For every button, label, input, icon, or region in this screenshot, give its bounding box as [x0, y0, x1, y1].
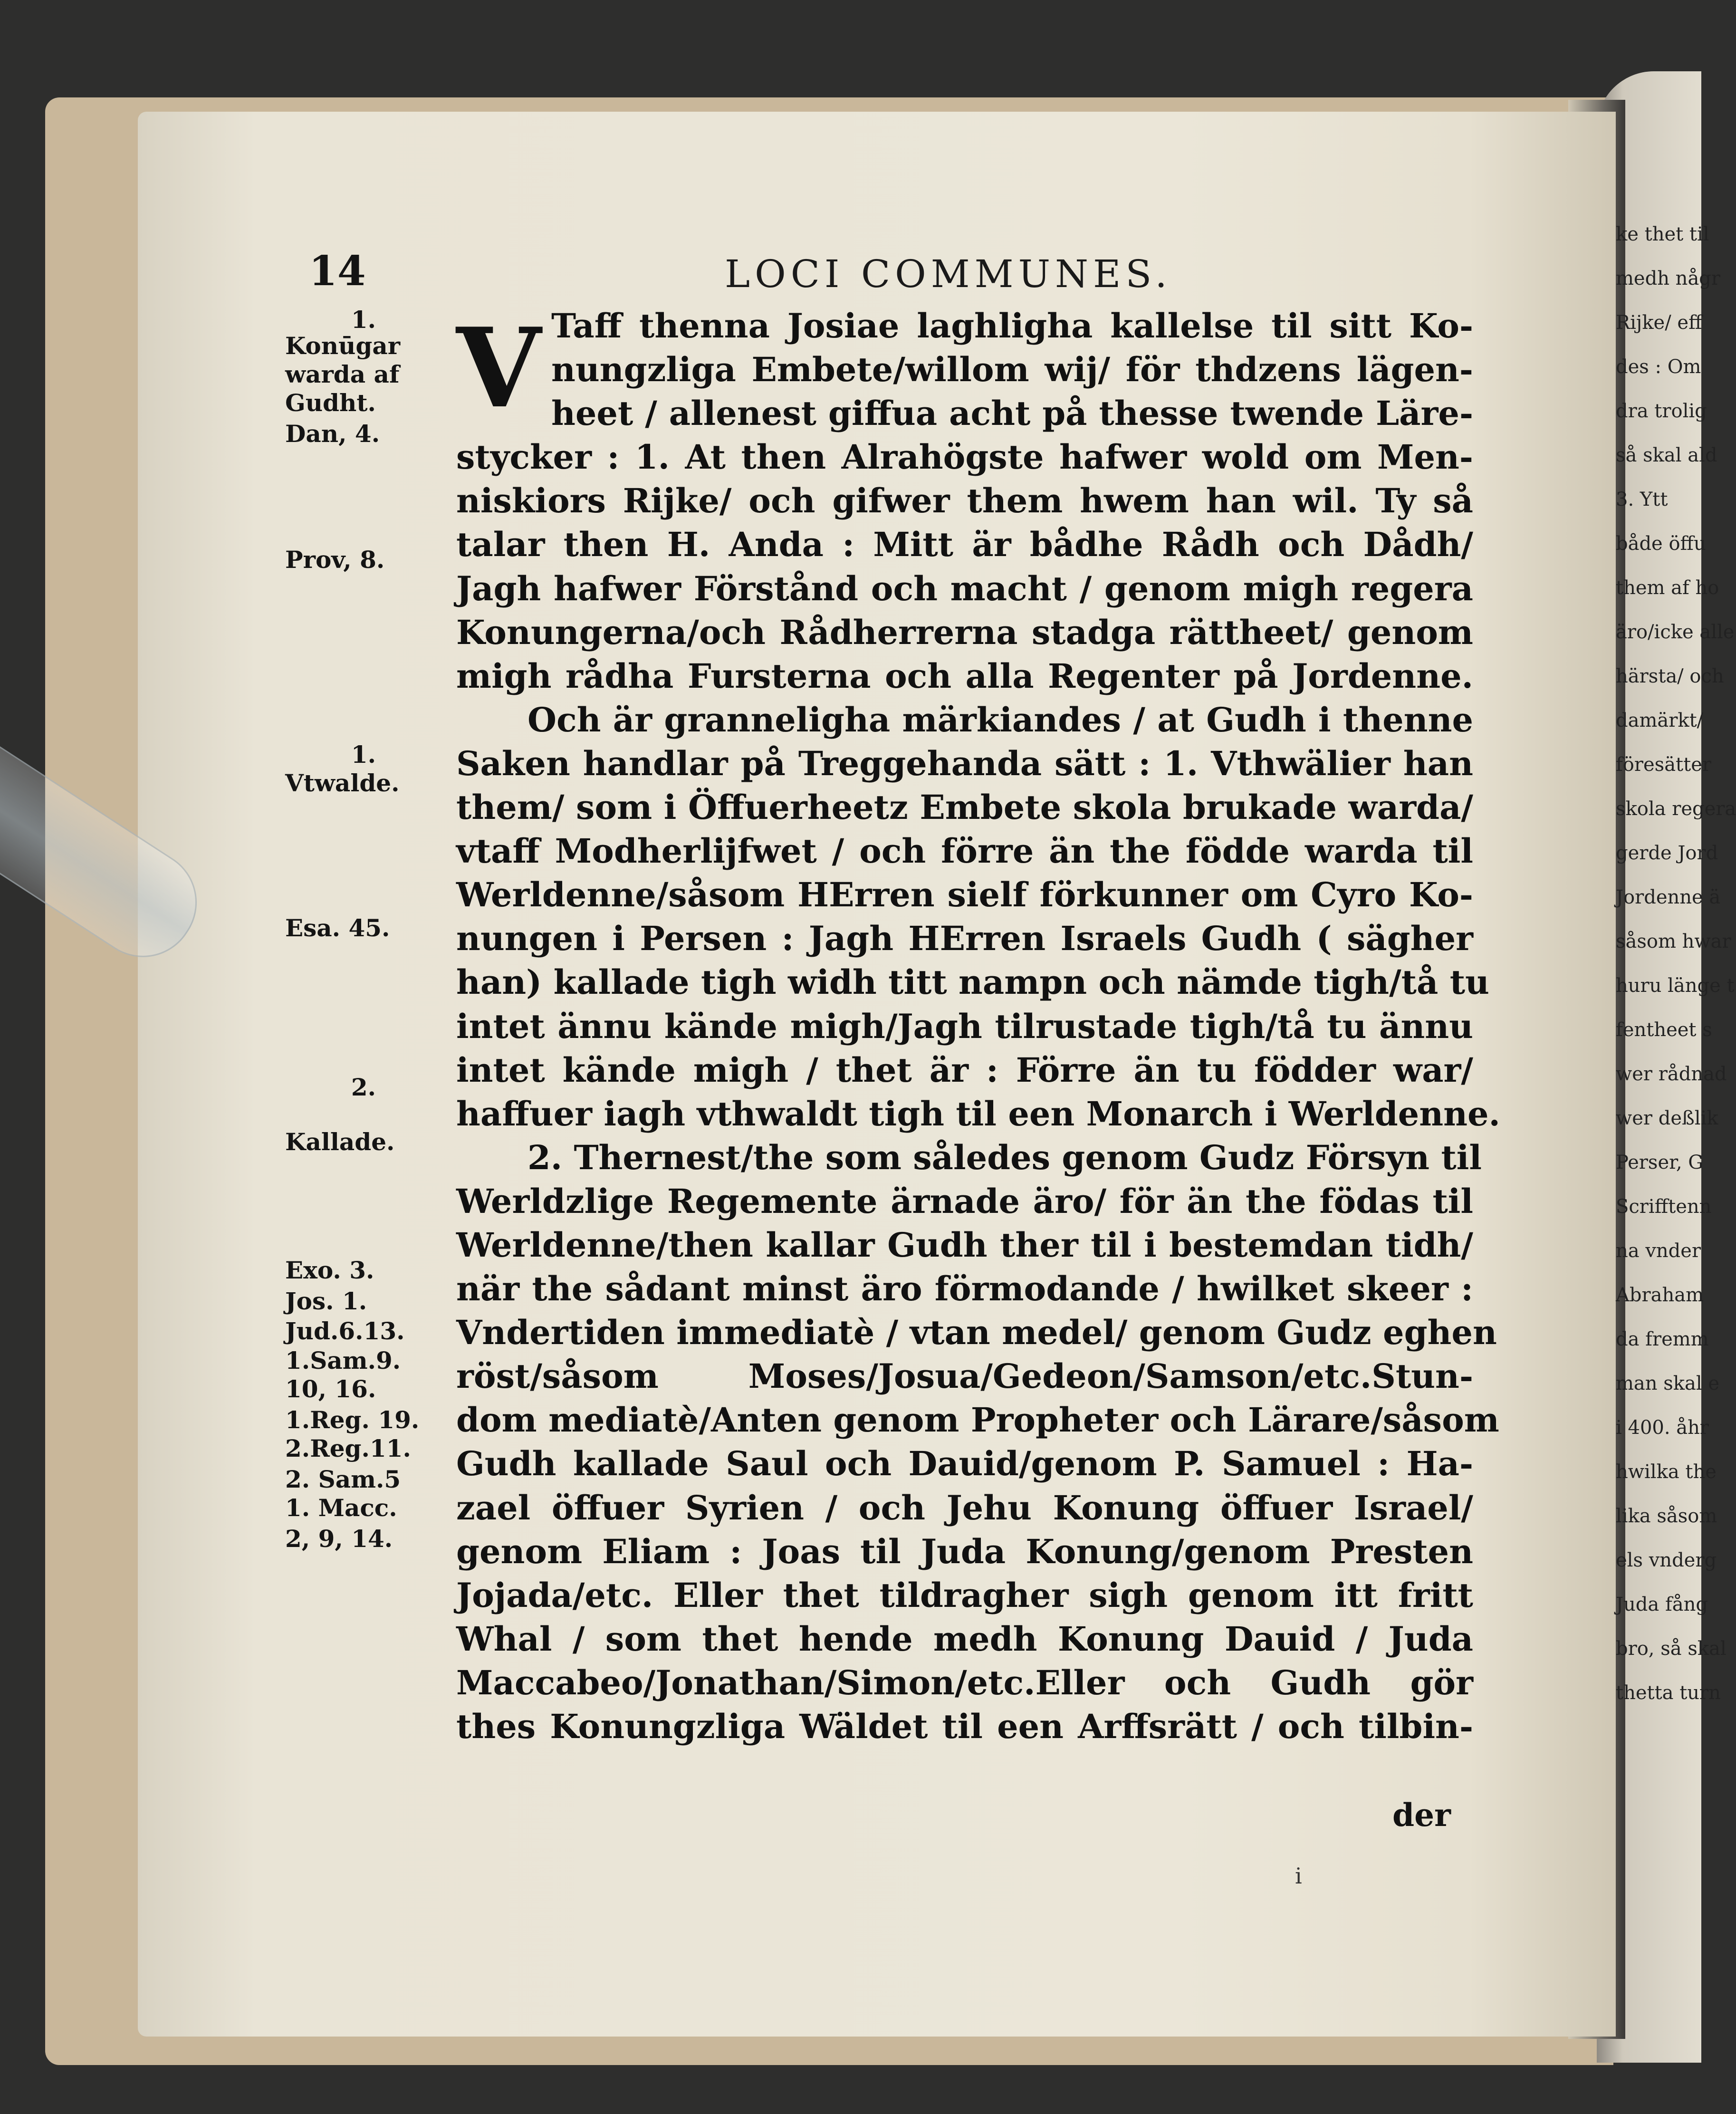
text-line: thes Konungzliga Wäldet til een Arffsrätt / och tilbin- — [456, 1707, 1473, 1746]
text-line: röst/såsom Moses/Josua/Gedeon/Samson/etc.Stun- — [456, 1356, 1473, 1396]
facing-page-line: Perser, G — [1616, 1152, 1704, 1173]
text-line: haffuer iagh vthwaldt tigh til een Monarch i Werldenne. — [456, 1094, 1500, 1134]
margin-note: Exo. 3. — [285, 1256, 374, 1284]
margin-note: Jos. 1. — [285, 1287, 367, 1315]
facing-page-line: ke thet til — [1616, 223, 1709, 245]
margin-note: Prov, 8. — [285, 546, 385, 574]
text-line: them/ som i Öffuerheetz Embete skola brukade warda/ — [456, 788, 1473, 827]
facing-page-line: thetta turn — [1616, 1682, 1721, 1704]
text-line: niskiors Rijke/ och gifwer them hwem han wil. Ty så — [456, 481, 1473, 521]
text-line: vtaff Modherlijfwet / och förre än the födde warda til — [456, 831, 1473, 871]
facing-page-line: fentheet s — [1616, 1019, 1712, 1041]
body-text — [456, 304, 1500, 1749]
facing-page-line: huru länge t — [1616, 975, 1735, 997]
text-line: Maccabeo/Jonathan/Simon/etc.Eller och Gudh gör — [456, 1662, 1473, 1702]
text-line: 2. Thernest/the som således genom Gudz Försyn til — [528, 1137, 1482, 1177]
text-line: Werldzlige Regemente ärnade äro/ för än the födas til — [456, 1181, 1473, 1221]
facing-page-line: na vnder — [1616, 1240, 1701, 1262]
margin-note: 1.Sam.9. — [285, 1346, 401, 1374]
page-number: 14 — [309, 247, 366, 295]
margin-note: 2. — [351, 1073, 376, 1101]
facing-page-line: skola regera — [1616, 798, 1736, 820]
text-line: Konungerna/och Rådherrerna stadga rättheet/ genom — [456, 612, 1473, 652]
facing-page-line: så skal ald — [1616, 444, 1717, 466]
facing-page-line: härsta/ och — [1616, 665, 1724, 687]
facing-page-line: des : Om — [1616, 356, 1701, 378]
text-line: nungen i Persen : Jagh HErren Israels Gudh ( sägher — [456, 919, 1473, 959]
text-line: Whal / som thet hende medh Konung Dauid / Juda — [456, 1619, 1473, 1659]
margin-note: 1.Reg. 19. — [285, 1406, 420, 1434]
facing-page-line: såsom hwar — [1616, 931, 1731, 952]
facing-page-line: Abraham — [1616, 1284, 1704, 1306]
facing-page-line: man skal e — [1616, 1373, 1720, 1394]
facing-page-line: medh någr — [1616, 268, 1721, 289]
margin-note: 2, 9, 14. — [285, 1525, 393, 1553]
facing-page-line: föresätter — [1616, 754, 1711, 776]
text-line: Vndertiden immediatè / vtan medel/ genom Gudz eghen — [456, 1313, 1497, 1353]
signature-mark: i — [1295, 1863, 1302, 1889]
facing-page-line: els vnderg — [1616, 1549, 1717, 1571]
facing-page-line: både öffu — [1616, 533, 1706, 555]
text-line: Saken handlar på Treggehanda sätt : 1. Vthwälier han — [456, 743, 1473, 783]
margin-note: Konūgar — [285, 332, 401, 360]
text-line: han) kallade tigh widh titt nampn och nämde tigh/tå tu — [456, 962, 1489, 1002]
text-line: intet kände migh / thet är : Förre än tu födder war/ — [456, 1050, 1473, 1090]
facing-page-line: Rijke/ eff — [1616, 312, 1702, 334]
facing-page-line: hwilka the — [1616, 1461, 1717, 1483]
facing-page-line: Juda fång — [1616, 1594, 1708, 1615]
text-line: zael öffuer Syrien / och Jehu Konung öffuer Israel/ — [456, 1488, 1473, 1528]
facing-page-line: lika såsom — [1616, 1505, 1717, 1527]
text-line: nungzliga Embete/willom wij/ för thdzens lägen- — [551, 350, 1473, 390]
text-line: stycker : 1. At then Alrahögste hafwer wold om Men- — [456, 437, 1473, 477]
facing-page-line: Jordenne ä — [1616, 886, 1721, 908]
margin-note: Jud.6.13. — [285, 1317, 405, 1345]
margin-note: 1. Macc. — [285, 1494, 397, 1522]
text-line: migh rådha Fursterna och alla Regenter på Jordenne. — [456, 656, 1473, 696]
facing-page-line: bro, så skal — [1616, 1638, 1726, 1660]
facing-page-line: gerde Jord — [1616, 842, 1718, 864]
facing-page-line: dra trolig — [1616, 400, 1707, 422]
margin-note: 10, 16. — [285, 1375, 376, 1403]
text-line: Werldenne/såsom HErren sielf förkunner om Cyro Ko- — [456, 875, 1473, 915]
margin-note: 1. — [351, 740, 376, 769]
margin-note: warda af — [285, 360, 400, 388]
text-line: genom Eliam : Joas til Juda Konung/genom Presten — [456, 1531, 1473, 1571]
text-line: Taff thenna Josiae laghligha kallelse til sitt Ko- — [551, 306, 1473, 346]
text-line: Jagh hafwer Förstånd och macht / genom migh regera — [456, 568, 1473, 608]
facing-page-line: wer deßlik — [1616, 1107, 1718, 1129]
page-header — [0, 247, 1691, 295]
facing-page-line: 3. Ytt — [1616, 489, 1668, 510]
margin-note: Esa. 45. — [285, 914, 390, 942]
margin-note: Dan, 4. — [285, 420, 380, 448]
facing-page-line: äro/icke alle — [1616, 621, 1735, 643]
margin-note: 2. Sam.5 — [285, 1465, 401, 1493]
margin-note: 2.Reg.11. — [285, 1434, 411, 1462]
text-line: Jojada/etc. Eller thet tildragher sigh genom itt fritt — [456, 1575, 1473, 1615]
text-line: talar then H. Anda : Mitt är bådhe Rådh och Dådh/ — [456, 525, 1473, 565]
text-line: Werldenne/then kallar Gudh ther til i bestemdan tidh/ — [456, 1225, 1473, 1265]
drop-capital: V — [456, 304, 541, 432]
running-title: LOCI COMMUNES. — [725, 252, 1172, 296]
text-line: dom mediatè/Anten genom Propheter och Lärare/såsom — [456, 1400, 1499, 1440]
facing-page-line: damärkt/ — [1616, 710, 1704, 731]
facing-page-line: Scrifftenn — [1616, 1196, 1712, 1218]
margin-note: Kallade. — [285, 1128, 395, 1156]
text-line: när the sådant minst äro förmodande / hwilket skeer : — [456, 1269, 1473, 1309]
text-line: Och är granneligha märkiandes / at Gudh i thenne — [528, 700, 1473, 740]
text-line: heet / allenest giffua acht på thesse twende Läre- — [551, 394, 1473, 433]
margin-note: Gudht. — [285, 389, 376, 417]
facing-page-line: wer rådnad — [1616, 1063, 1727, 1085]
margin-note: Vtwalde. — [285, 769, 400, 797]
facing-page-line: da fremm — [1616, 1328, 1709, 1350]
facing-page-line: i 400. åhr — [1616, 1417, 1709, 1439]
facing-page-line: them af ho — [1616, 577, 1719, 599]
catchword: der — [1392, 1797, 1451, 1834]
margin-note: 1. — [351, 306, 376, 334]
text-line: Gudh kallade Saul och Dauid/genom P. Samuel : Ha- — [456, 1444, 1473, 1484]
text-line: intet ännu kände migh/Jagh tilrustade tigh/tå tu ännu — [456, 1006, 1473, 1046]
